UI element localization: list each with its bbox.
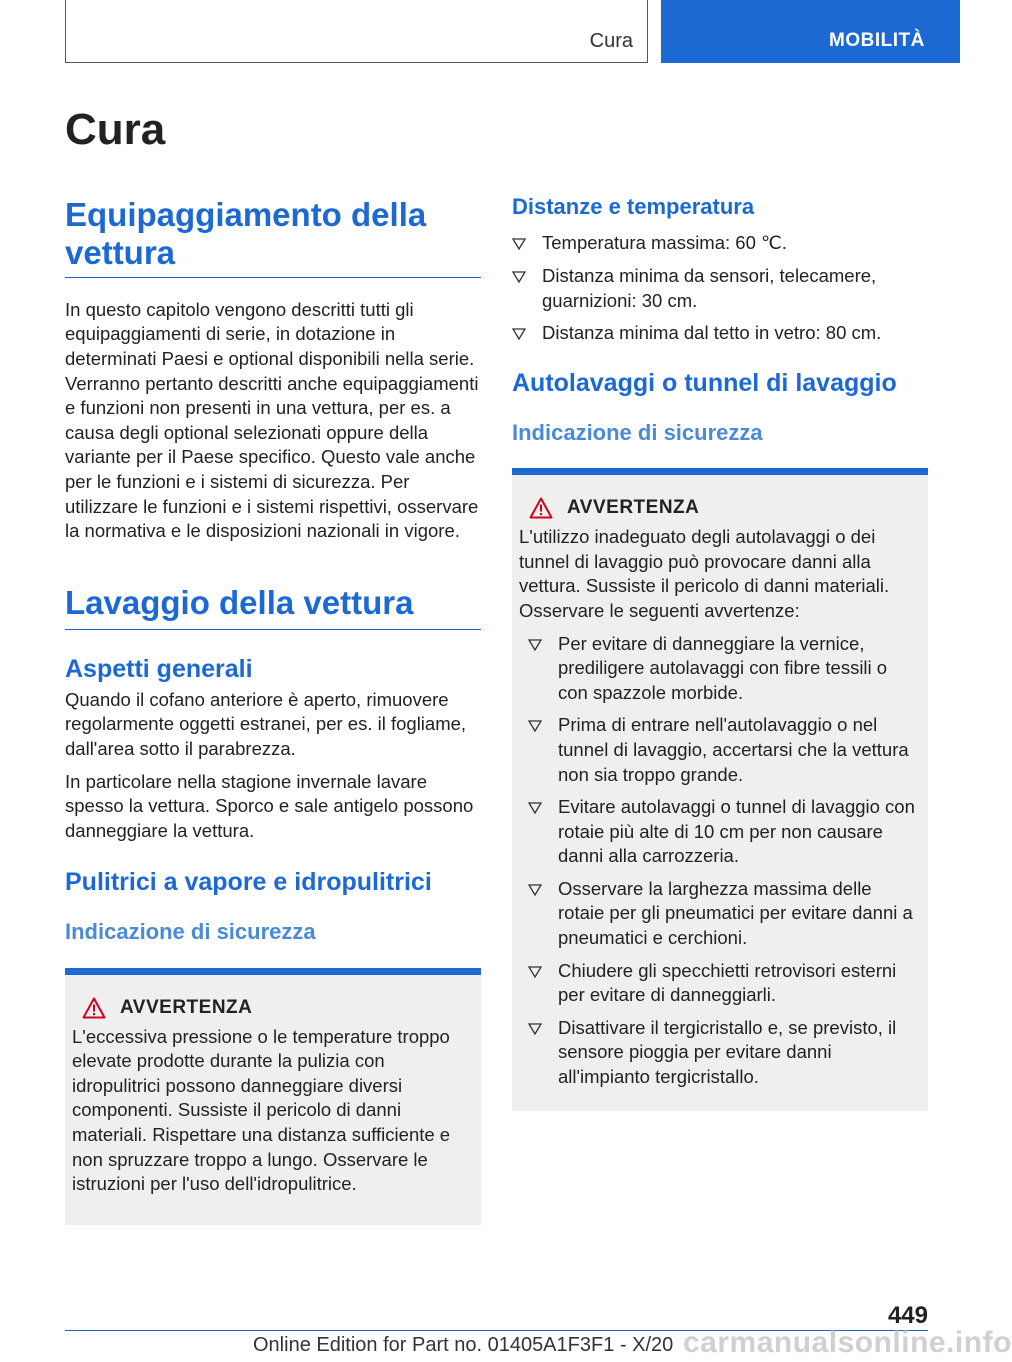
header-section-label: Cura (589, 30, 633, 52)
bullet-triangle-icon (512, 324, 526, 342)
right-warning-text: L'utilizzo inadeguato degli autolavaggi o dei tunnel di lavaggio può provocare danni alla vettura. Sussiste il pericolo di danni materiali. Osservare le seguenti avvertenze: (519, 526, 890, 621)
bullet-triangle-icon (528, 798, 542, 816)
bullet-triangle-icon (528, 962, 542, 980)
header-chapter-label: MOBILITÀ (829, 30, 925, 51)
left-safety-heading: Indicazione di sicurezza (65, 919, 316, 945)
bullet-triangle-icon (512, 267, 526, 285)
general-text-2: In particolare nella stagione invernale lavare spesso la vettura. Sporco e sale antigelo possono danneggiare la vettura. (65, 770, 474, 841)
distance-heading: Distanze e temperatura (512, 194, 755, 219)
right-warning-header (529, 497, 921, 519)
bullet-triangle-icon (528, 1019, 542, 1037)
right-column (512, 194, 928, 1111)
left-warning-box (65, 968, 481, 1225)
header-chapter-tab[interactable] (661, 0, 960, 63)
right-warning-box (512, 468, 928, 1111)
left-warning-text: L'eccessiva pressione o le temperature troppo elevate prodotte durante la pulizia con idropulitrici possono danneggiare diversi componenti. Sussiste il pericolo di danni materiali. Rispettare una distanza sufficiente e non spruzzare troppo a lungo. Osservare le istruzioni per l'uso dell'idropulitrice. (72, 1025, 451, 1195)
page-number: 449 (887, 1302, 928, 1329)
watermark: carmanualsonline.info (683, 1326, 1012, 1359)
general-text-1: Quando il cofano anteriore è aperto, rimuovere regolarmente oggetti estranei, per es. il fogliame, dall'area sotto il parabrezza. (65, 688, 467, 759)
header-section-box (65, 0, 648, 63)
list-item: Temperatura massima: 60 ℃. (512, 231, 928, 256)
wash-heading: Lavaggio della vettura (65, 584, 481, 630)
left-column (65, 196, 481, 1225)
right-warning-list (528, 632, 921, 1090)
left-warning-header (82, 997, 474, 1019)
steam-heading: Pulitrici a vapore e idropulitrici (65, 868, 432, 897)
list-item: Distanza minima da sensori, telecamere, guarnizioni: 30 cm. (512, 264, 928, 313)
left-warning-title: AVVERTENZA (120, 996, 253, 1018)
general-heading: Aspetti generali (65, 654, 253, 683)
distance-list (512, 231, 928, 345)
right-warning-title: AVVERTENZA (567, 497, 700, 519)
equip-text: In questo capitolo vengono descritti tutti gli equipaggiamenti di serie, in dotazione in determinati Paesi e optional disponibili nella serie. Verranno pertanto descritti anche equipaggiamenti e funzioni non presenti in una vettura, per es. a causa degli optional selezionati oppure della variante per il Paese specifico. Questo vale anche per le funzioni e i sistemi di sicurezza. Per utilizzare le funzioni e i sistemi rispettivi, osservare la normativa e le disposizioni nazionali in vigore. (65, 298, 479, 542)
bullet-triangle-icon (528, 880, 542, 898)
warning-triangle-icon (82, 997, 106, 1019)
right-safety-heading: Indicazione di sicurezza (512, 419, 763, 445)
bullet-triangle-icon (528, 716, 542, 734)
page-title: Cura (65, 105, 166, 154)
bullet-triangle-icon (528, 635, 542, 653)
equip-heading: Equipaggiamento della vettura (65, 196, 481, 278)
warning-triangle-icon (529, 497, 553, 519)
list-item: Per evitare di danneggiare la vernice, prediligere autolavaggi con fibre tessili o con spazzole morbide. (528, 632, 921, 706)
list-item: Osservare la larghezza massima delle rotaie per gli pneumatici per evitare danni a pneumatici e cerchioni. (528, 877, 921, 951)
footer-edition: Online Edition for Part no. 01405A1F3F1 - X/20 (253, 1334, 674, 1356)
list-item: Distanza minima dal tetto in vetro: 80 cm. (512, 321, 928, 346)
bullet-triangle-icon (512, 234, 526, 252)
carwash-heading: Autolavaggi o tunnel di lavaggio (512, 368, 897, 397)
list-item: Evitare autolavaggi o tunnel di lavaggio con rotaie più alte di 10 cm per non causare danni alla carrozzeria. (528, 795, 921, 869)
list-item: Chiudere gli specchietti retrovisori esterni per evitare di danneggiarli. (528, 959, 921, 1008)
list-item: Prima di entrare nell'autolavaggio o nel tunnel di lavaggio, accertarsi che la vettura non sia troppo grande. (528, 713, 921, 787)
list-item: Disattivare il tergicristallo e, se previsto, il sensore pioggia per evitare danni all'impianto tergicristallo. (528, 1016, 921, 1090)
